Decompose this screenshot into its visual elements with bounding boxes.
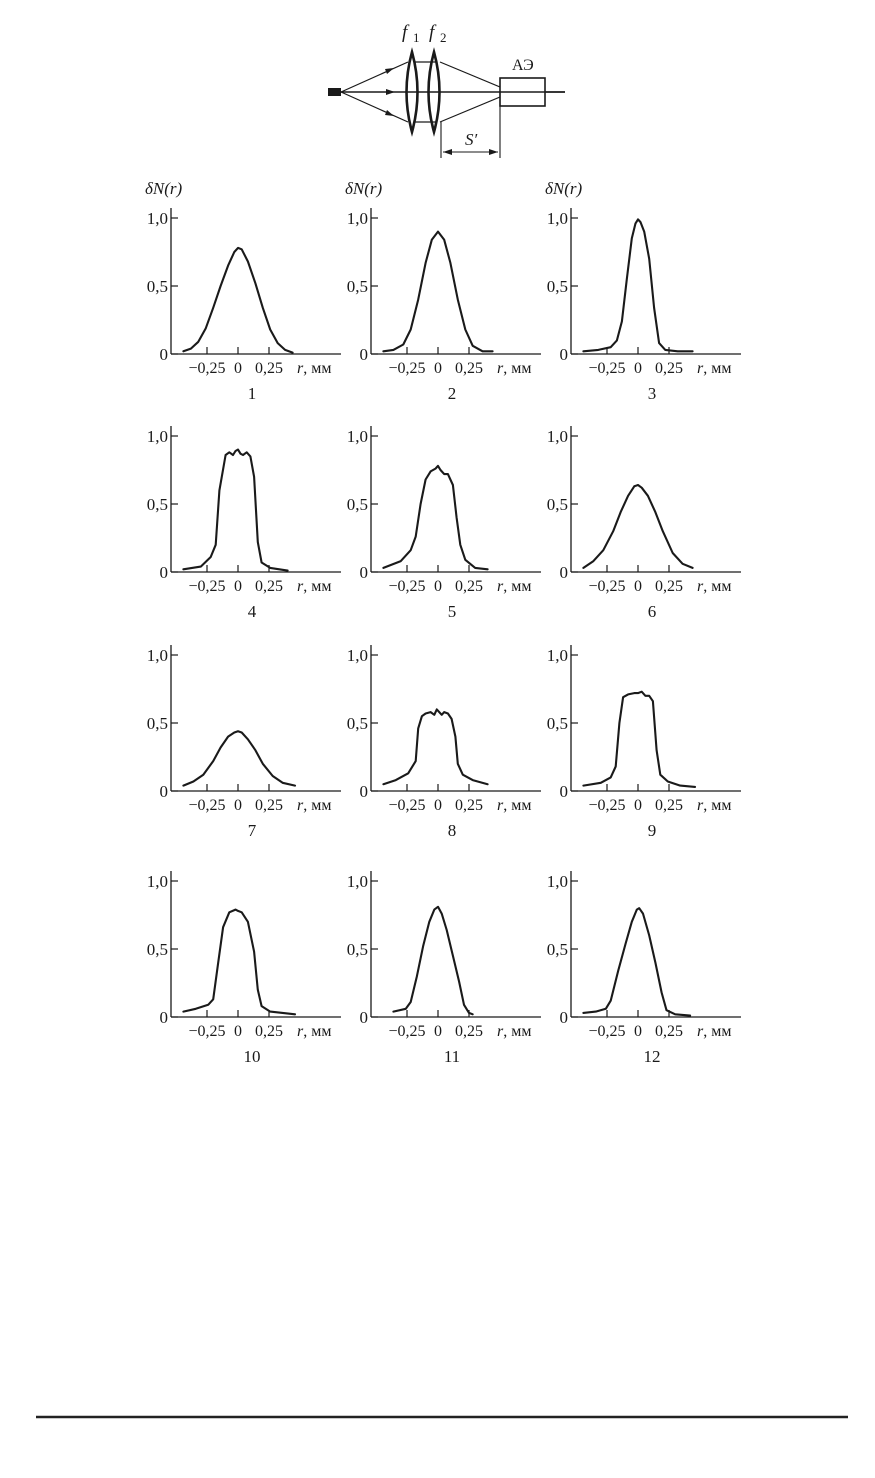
distance-label: S′ xyxy=(465,130,478,149)
x-axis-label: r, мм xyxy=(697,1023,732,1040)
y-tick-label: 0 xyxy=(559,1008,568,1027)
x-tick-label: 0,25 xyxy=(455,360,483,377)
y-tick-label: 0,5 xyxy=(546,714,568,733)
chart-panel-1 xyxy=(145,179,341,403)
lens-f2-label: f xyxy=(429,22,435,43)
x-tick-label: 0,25 xyxy=(455,797,483,814)
y-tick-label: 0 xyxy=(159,1008,168,1027)
x-tick-label: 0 xyxy=(434,360,442,377)
laser-source xyxy=(328,88,341,96)
y-tick-label: 0 xyxy=(159,782,168,801)
profile-curve xyxy=(183,910,295,1015)
y-tick-label: 0,5 xyxy=(346,277,368,296)
panel-number: 7 xyxy=(247,821,257,840)
y-tick-label: 1,0 xyxy=(546,209,568,228)
y-tick-label: 0 xyxy=(359,563,368,582)
x-axis-label: r, мм xyxy=(497,578,532,595)
profile-curve xyxy=(183,248,292,353)
y-tick-label: 1,0 xyxy=(546,872,568,891)
y-axis-label: δN(r) xyxy=(345,179,383,198)
x-tick-label: 0 xyxy=(234,1023,242,1040)
profile-curve xyxy=(583,908,690,1015)
chart-panel-8 xyxy=(347,645,541,840)
panel-number: 8 xyxy=(447,821,457,840)
chart-panel-6 xyxy=(547,426,741,621)
x-tick-label: −0,25 xyxy=(188,578,226,595)
y-tick-label: 1,0 xyxy=(346,427,368,446)
y-tick-label: 0,5 xyxy=(146,714,168,733)
y-tick-label: 0 xyxy=(559,345,568,364)
x-axis-label: r, мм xyxy=(697,360,732,377)
lens-f1-subscript: 1 xyxy=(413,30,420,45)
y-tick-label: 1,0 xyxy=(346,646,368,665)
y-tick-label: 0,5 xyxy=(346,714,368,733)
chart-panel-7 xyxy=(147,645,341,840)
panel-number: 12 xyxy=(643,1047,661,1066)
x-tick-label: −0,25 xyxy=(388,578,426,595)
x-tick-label: −0,25 xyxy=(588,360,626,377)
y-tick-label: 1,0 xyxy=(146,646,168,665)
profile-curve xyxy=(183,450,287,571)
profile-curve xyxy=(583,485,692,568)
profile-curve xyxy=(393,907,472,1015)
y-tick-label: 0 xyxy=(359,1008,368,1027)
profile-curve xyxy=(383,709,487,784)
x-axis-label: r, мм xyxy=(497,360,532,377)
x-axis-label: r, мм xyxy=(497,1023,532,1040)
x-tick-label: 0,25 xyxy=(655,797,683,814)
profile-curve xyxy=(183,731,295,785)
chart-panel-5 xyxy=(347,426,541,621)
y-tick-label: 0,5 xyxy=(146,940,168,959)
x-axis-label: r, мм xyxy=(697,578,732,595)
optical-schematic xyxy=(328,22,565,158)
y-tick-label: 0 xyxy=(559,782,568,801)
x-tick-label: −0,25 xyxy=(388,1023,426,1040)
x-tick-label: 0,25 xyxy=(255,360,283,377)
x-axis-label: r, мм xyxy=(297,1023,332,1040)
x-tick-label: −0,25 xyxy=(388,360,426,377)
chart-panel-11 xyxy=(347,871,541,1066)
x-tick-label: 0,25 xyxy=(255,797,283,814)
x-tick-label: 0 xyxy=(434,797,442,814)
y-axis-label: δN(r) xyxy=(145,179,183,198)
x-tick-label: 0,25 xyxy=(655,578,683,595)
x-tick-label: 0,25 xyxy=(655,1023,683,1040)
panel-number: 5 xyxy=(447,602,457,621)
x-axis-label: r, мм xyxy=(697,797,732,814)
y-tick-label: 1,0 xyxy=(346,209,368,228)
x-tick-label: 0 xyxy=(234,578,242,595)
y-tick-label: 1,0 xyxy=(346,872,368,891)
chart-panel-4 xyxy=(147,426,341,621)
profile-curve xyxy=(583,692,695,787)
y-tick-label: 0 xyxy=(359,345,368,364)
panel-number: 4 xyxy=(247,602,257,621)
active-element-label: АЭ xyxy=(512,57,534,74)
x-axis-label: r, мм xyxy=(297,797,332,814)
y-tick-label: 0,5 xyxy=(546,495,568,514)
x-tick-label: −0,25 xyxy=(588,578,626,595)
x-tick-label: 0,25 xyxy=(255,1023,283,1040)
y-tick-label: 1,0 xyxy=(546,427,568,446)
y-tick-label: 0 xyxy=(159,345,168,364)
chart-panel-2 xyxy=(345,179,541,403)
y-axis-label: δN(r) xyxy=(545,179,583,198)
chart-panel-9 xyxy=(547,645,741,840)
chart-panel-10 xyxy=(147,871,341,1066)
panel-number: 3 xyxy=(647,384,657,403)
panel-number: 1 xyxy=(247,384,257,403)
x-tick-label: 0 xyxy=(634,797,642,814)
panel-number: 2 xyxy=(447,384,457,403)
x-tick-label: −0,25 xyxy=(588,1023,626,1040)
y-tick-label: 0,5 xyxy=(146,277,168,296)
y-tick-label: 0,5 xyxy=(346,940,368,959)
y-tick-label: 0,5 xyxy=(546,277,568,296)
y-tick-label: 1,0 xyxy=(146,872,168,891)
x-tick-label: 0 xyxy=(434,1023,442,1040)
profile-curve xyxy=(383,466,487,569)
profile-curve xyxy=(583,219,692,351)
chart-panel-12 xyxy=(547,871,741,1066)
lens-f1-label: f xyxy=(402,22,408,43)
x-tick-label: −0,25 xyxy=(188,1023,226,1040)
y-tick-label: 0 xyxy=(359,782,368,801)
x-tick-label: 0 xyxy=(634,578,642,595)
y-tick-label: 0,5 xyxy=(146,495,168,514)
profile-charts-grid xyxy=(145,179,741,1066)
lens-f2-subscript: 2 xyxy=(440,30,447,45)
x-tick-label: 0,25 xyxy=(255,578,283,595)
y-tick-label: 1,0 xyxy=(546,646,568,665)
panel-number: 11 xyxy=(443,1047,461,1066)
x-tick-label: 0,25 xyxy=(455,578,483,595)
x-axis-label: r, мм xyxy=(297,360,332,377)
x-axis-label: r, мм xyxy=(297,578,332,595)
y-tick-label: 0,5 xyxy=(346,495,368,514)
x-tick-label: −0,25 xyxy=(588,797,626,814)
y-tick-label: 0,5 xyxy=(546,940,568,959)
panel-number: 10 xyxy=(243,1047,261,1066)
panel-number: 9 xyxy=(647,821,657,840)
profile-curve xyxy=(383,232,492,352)
x-tick-label: 0 xyxy=(634,360,642,377)
y-tick-label: 0 xyxy=(559,563,568,582)
y-tick-label: 1,0 xyxy=(146,209,168,228)
x-tick-label: 0 xyxy=(234,797,242,814)
x-tick-label: 0 xyxy=(634,1023,642,1040)
y-tick-label: 1,0 xyxy=(146,427,168,446)
x-tick-label: 0 xyxy=(234,360,242,377)
panel-number: 6 xyxy=(647,602,657,621)
y-tick-label: 0 xyxy=(159,563,168,582)
x-tick-label: 0,25 xyxy=(655,360,683,377)
ray-arrows xyxy=(385,68,395,116)
x-axis-label: r, мм xyxy=(497,797,532,814)
x-tick-label: −0,25 xyxy=(188,360,226,377)
x-tick-label: 0 xyxy=(434,578,442,595)
x-tick-label: −0,25 xyxy=(388,797,426,814)
chart-panel-3 xyxy=(545,179,741,403)
x-tick-label: −0,25 xyxy=(188,797,226,814)
x-tick-label: 0,25 xyxy=(455,1023,483,1040)
